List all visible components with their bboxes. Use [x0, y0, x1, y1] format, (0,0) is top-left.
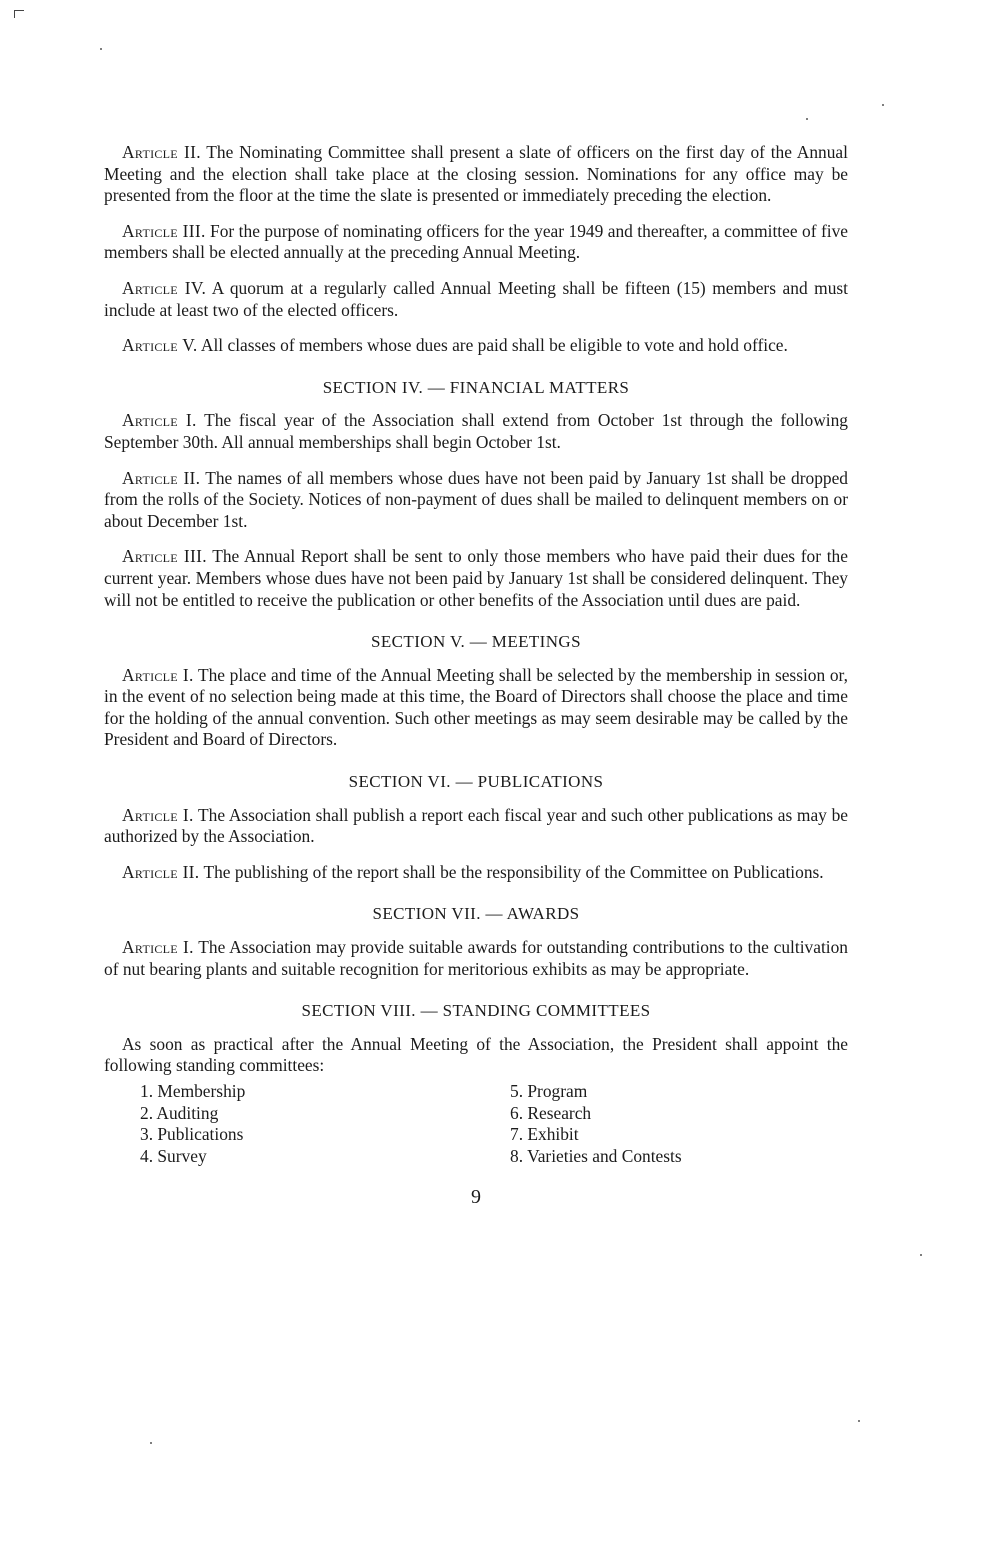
- article-paragraph: Article I. The place and time of the Annual Meeting shall be selected by the membership in session or, in the event of no selection being made at this time, the Board of Directors shall choose the place and time for the holding of the annual convention. Such other meetings as may seem desirable may be called by the President and Board of Directors.: [104, 664, 848, 750]
- page-number: 9: [471, 1186, 481, 1208]
- list-item: 4. Survey: [140, 1145, 207, 1166]
- document-page: [104, 142, 848, 1209]
- section-meetings: [104, 631, 848, 751]
- section-heading: SECTION IV. — FINANCIAL MATTERS: [322, 377, 630, 397]
- scan-speck: [920, 1254, 922, 1256]
- section-3-continued: [104, 142, 848, 357]
- section-heading: SECTION VI. — PUBLICATIONS: [348, 772, 604, 792]
- article-paragraph: Article II. The names of all members whose dues have not been paid by January 1st shall be dropped from the rolls of the Society. Notices of non-payment of dues shall be mailed to delinquent members on or about December 1st.: [104, 467, 848, 531]
- list-item: 2. Auditing: [140, 1102, 219, 1123]
- committees-intro: As soon as practical after the Annual Meeting of the Association, the President shall appoint the following standing committees:: [104, 1033, 848, 1076]
- scan-speck: [100, 48, 102, 50]
- committee-column-right: [476, 1081, 848, 1167]
- list-item: 3. Publications: [140, 1124, 244, 1144]
- list-item: 8. Varieties and Contests: [510, 1145, 682, 1166]
- section-heading: SECTION VIII. — STANDING COMMITTEES: [301, 1001, 651, 1021]
- section-heading: SECTION V. — MEETINGS: [371, 632, 581, 652]
- article-paragraph: Article III. For the purpose of nominating officers for the year 1949 and thereafter, a committee of five members shall be elected annually at the preceding Annual Meeting.: [104, 220, 848, 263]
- scan-corner-mark: [14, 10, 24, 11]
- section-standing-committees: [104, 1000, 848, 1167]
- article-paragraph: Article II. The publishing of the report shall be the responsibility of the Committee on Publications.: [122, 861, 824, 882]
- article-paragraph: Article III. The Annual Report shall be sent to only those members who have paid their dues for the current year. Members whose dues have not been paid by January 1st shall be considered delinquent. They will not be entitled to receive the publication or other benefits of the Association until dues are paid.: [104, 546, 848, 610]
- section-publications: [104, 771, 848, 883]
- article-paragraph: Article II. The Nominating Committee shall present a slate of officers on the first day of the Annual Meeting and the election shall take place at the closing session. Nominations for any office may be presented from the floor at the time the slate is presented or immediately preceding the election.: [104, 142, 848, 206]
- scan-speck: [882, 104, 884, 106]
- section-financial-matters: [104, 377, 848, 611]
- article-paragraph: Article I. The Association shall publish a report each fiscal year and such other publications as may be authorized by the Association.: [104, 804, 848, 847]
- list-item: 1. Membership: [140, 1081, 246, 1101]
- article-paragraph: Article V. All classes of members whose dues are paid shall be eligible to vote and hold office.: [122, 335, 788, 356]
- list-item: 5. Program: [510, 1081, 588, 1101]
- list-item: 7. Exhibit: [510, 1124, 579, 1144]
- article-paragraph: Article I. The Association may provide suitable awards for outstanding contributions to the cultivation of nut bearing plants and suitable recognition for meritorious exhibits as may be appropriate.: [104, 937, 849, 979]
- committee-list: [104, 1081, 848, 1167]
- list-item: 6. Research: [510, 1102, 592, 1123]
- section-awards: [104, 903, 848, 980]
- article-paragraph: Article IV. A quorum at a regularly called Annual Meeting shall be fifteen (15) members and must include at least two of the elected officers.: [104, 277, 848, 320]
- section-heading: SECTION VII. — AWARDS: [372, 904, 580, 924]
- scan-speck: [858, 1420, 860, 1422]
- scan-speck: [806, 118, 808, 120]
- scan-speck: [150, 1442, 152, 1444]
- article-paragraph: Article I. The fiscal year of the Association shall extend from October 1st through the following September 30th. All annual memberships shall begin October 1st.: [104, 410, 849, 452]
- committee-column-left: [104, 1081, 476, 1167]
